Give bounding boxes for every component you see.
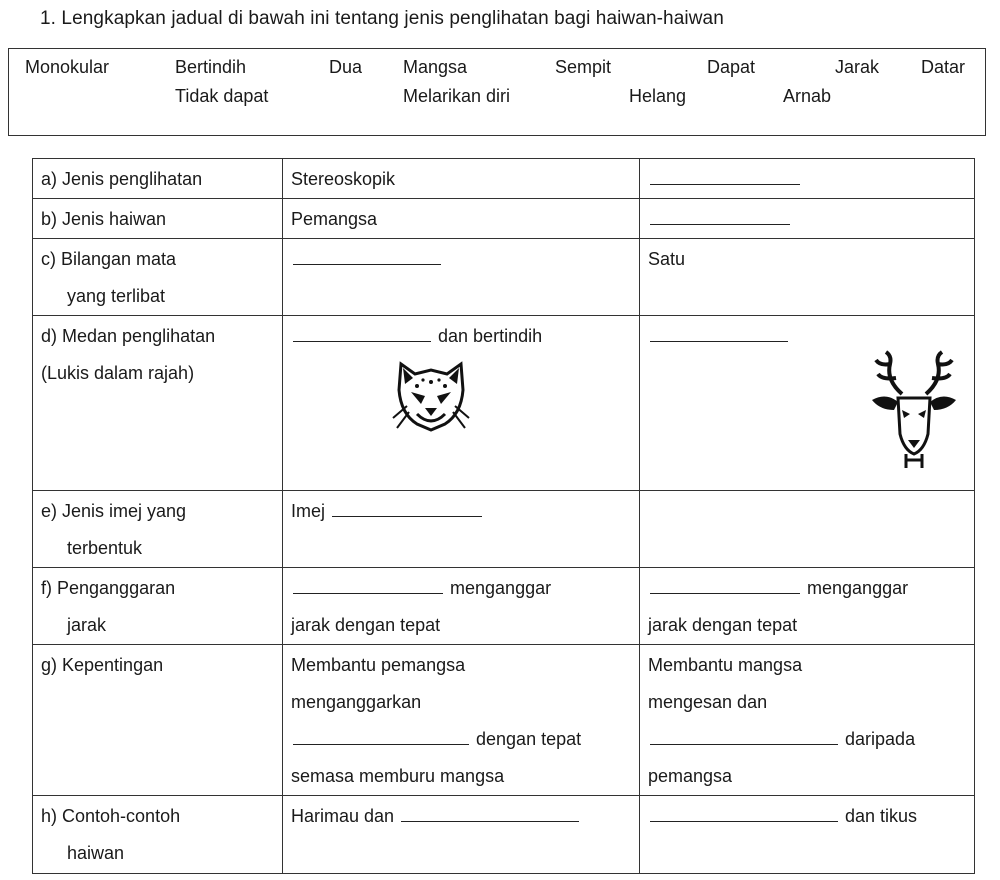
row-c-label-2: yang terlibat bbox=[67, 286, 166, 306]
word-bertindih: Bertindih bbox=[175, 57, 247, 77]
row-f-col2-line2: jarak dengan tepat bbox=[291, 615, 441, 635]
antelope-head-icon bbox=[868, 350, 960, 468]
row-f-label-1: f) Penganggaran bbox=[41, 578, 176, 598]
row-f-col3-suffix: menganggar bbox=[807, 578, 909, 598]
row-g-col3-line2: mengesan dan bbox=[648, 692, 768, 712]
table-row bbox=[33, 645, 975, 796]
word-datar: Datar bbox=[921, 57, 966, 77]
row-d-col2 bbox=[283, 316, 640, 491]
row-c-label bbox=[33, 239, 283, 316]
row-h-label-1: h) Contoh-contoh bbox=[41, 806, 181, 826]
word-jarak: Jarak bbox=[835, 57, 880, 77]
answer-blank[interactable] bbox=[650, 725, 838, 745]
answer-blank[interactable] bbox=[650, 205, 790, 225]
row-c-col3: Satu bbox=[640, 239, 975, 316]
row-h-label-2: haiwan bbox=[67, 843, 125, 863]
row-g-col3 bbox=[640, 645, 975, 796]
row-a-col3 bbox=[640, 159, 975, 199]
answer-blank[interactable] bbox=[650, 802, 838, 822]
row-d-label-1: d) Medan penglihatan bbox=[41, 326, 216, 346]
row-e-label bbox=[33, 491, 283, 568]
row-g-col2 bbox=[283, 645, 640, 796]
row-b-label: b) Jenis haiwan bbox=[33, 199, 283, 239]
table-row bbox=[33, 568, 975, 645]
table-row bbox=[33, 199, 975, 239]
row-c-label-1: c) Bilangan mata bbox=[41, 249, 177, 269]
row-g-col2-line2: menganggarkan bbox=[291, 692, 422, 712]
table-row bbox=[33, 159, 975, 199]
answer-blank[interactable] bbox=[401, 802, 579, 822]
answer-blank[interactable] bbox=[650, 322, 788, 342]
row-g-col2-line4: semasa memburu mangsa bbox=[291, 766, 505, 786]
table-row bbox=[33, 316, 975, 491]
row-f-label-2: jarak bbox=[67, 615, 107, 635]
word-tidak-dapat: Tidak dapat bbox=[175, 86, 269, 106]
row-c-col2 bbox=[283, 239, 640, 316]
row-g-col3-suffix: daripada bbox=[845, 729, 916, 749]
row-g-col3-line1: Membantu mangsa bbox=[648, 655, 803, 675]
word-melarikan-diri: Melarikan diri bbox=[403, 86, 511, 106]
row-e-col2-prefix: Imej bbox=[291, 501, 326, 521]
row-a-col2: Stereoskopik bbox=[283, 159, 640, 199]
word-dapat: Dapat bbox=[707, 57, 756, 77]
answer-blank[interactable] bbox=[293, 574, 443, 594]
table-row bbox=[33, 796, 975, 874]
answer-blank[interactable] bbox=[293, 245, 441, 265]
row-g-col2-line1: Membantu pemangsa bbox=[291, 655, 466, 675]
row-h-col3 bbox=[640, 796, 975, 874]
word-sempit: Sempit bbox=[555, 57, 612, 77]
row-a-label: a) Jenis penglihatan bbox=[33, 159, 283, 199]
answer-blank[interactable] bbox=[332, 497, 482, 517]
table-row bbox=[33, 239, 975, 316]
answer-blank[interactable] bbox=[293, 725, 469, 745]
row-b-col2: Pemangsa bbox=[283, 199, 640, 239]
word-mangsa: Mangsa bbox=[403, 57, 468, 77]
word-helang: Helang bbox=[629, 86, 687, 106]
vision-table bbox=[32, 158, 975, 874]
row-d-col3 bbox=[640, 316, 975, 491]
row-e-col3 bbox=[640, 491, 975, 568]
answer-blank[interactable] bbox=[650, 165, 800, 185]
row-e-col2 bbox=[283, 491, 640, 568]
answer-blank[interactable] bbox=[650, 574, 800, 594]
answer-blank[interactable] bbox=[293, 322, 431, 342]
word-dua: Dua bbox=[329, 57, 363, 77]
word-monokular: Monokular bbox=[25, 57, 110, 77]
row-f-label bbox=[33, 568, 283, 645]
word-arnab: Arnab bbox=[783, 86, 832, 106]
row-f-col3 bbox=[640, 568, 975, 645]
row-f-col2 bbox=[283, 568, 640, 645]
leopard-head-icon bbox=[391, 358, 471, 438]
row-g-col2-suffix: dengan tepat bbox=[476, 729, 582, 749]
row-h-col2-prefix: Harimau dan bbox=[291, 806, 395, 826]
row-e-label-1: e) Jenis imej yang bbox=[41, 501, 187, 521]
row-b-col3 bbox=[640, 199, 975, 239]
row-f-col2-suffix: menganggar bbox=[450, 578, 552, 598]
row-f-col3-line2: jarak dengan tepat bbox=[648, 615, 798, 635]
row-d-label bbox=[33, 316, 283, 491]
row-g-label: g) Kepentingan bbox=[33, 645, 283, 796]
row-d-col2-suffix: dan bertindih bbox=[438, 326, 543, 346]
row-h-col3-suffix: dan tikus bbox=[845, 806, 918, 826]
table-row bbox=[33, 491, 975, 568]
question-title: 1. Lengkapkan jadual di bawah ini tentang jenis penglihatan bagi haiwan-haiwan bbox=[40, 8, 724, 29]
row-h-label bbox=[33, 796, 283, 874]
row-g-col3-line4: pemangsa bbox=[648, 766, 733, 786]
row-h-col2 bbox=[283, 796, 640, 874]
word-bank bbox=[8, 48, 986, 136]
row-e-label-2: terbentuk bbox=[67, 538, 143, 558]
row-d-label-2: (Lukis dalam rajah) bbox=[41, 363, 195, 383]
